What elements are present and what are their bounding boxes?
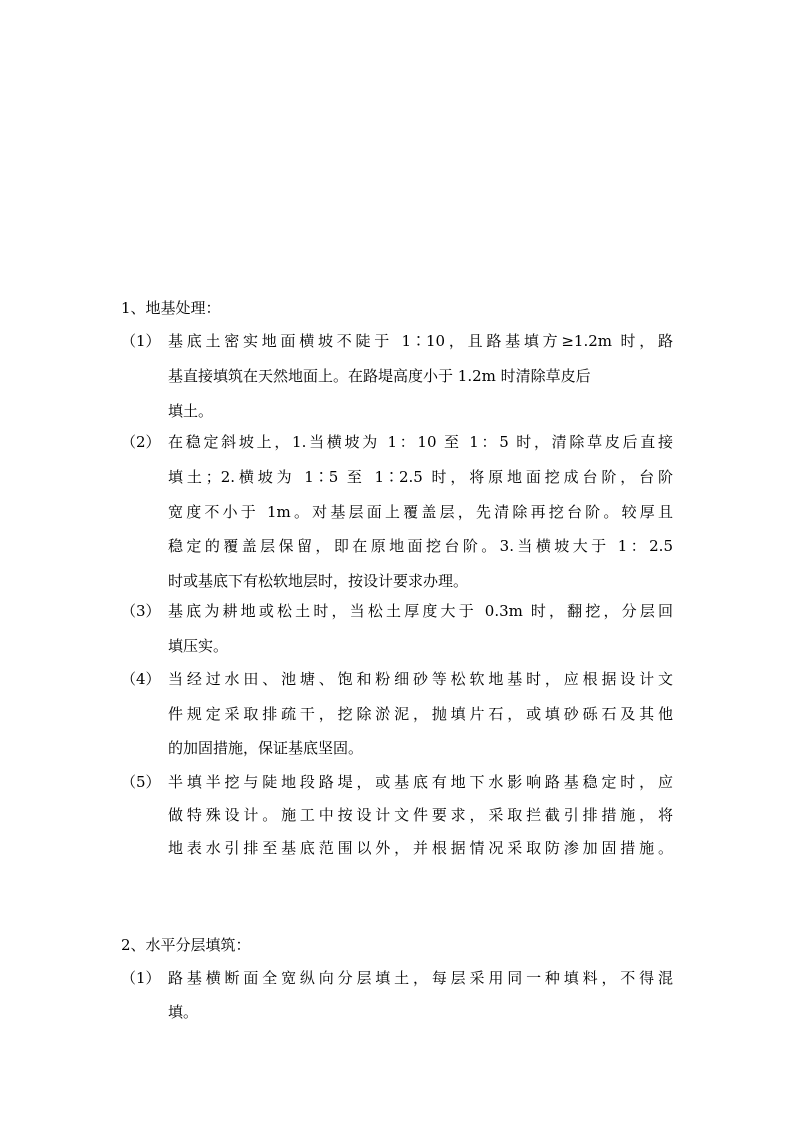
paragraph-line: 的加固措施，保证基底坚固。 [168, 739, 364, 757]
paragraph-line: 填土；2.横坡为 1∶5 至 1∶2.5 时，将原地面挖成台阶，台阶 [168, 468, 673, 486]
paragraph-line: 稳定的覆盖层保留，即在原地面挖台阶。3.当横坡大于 1：2.5 [168, 537, 673, 555]
paragraph-line: 填。 [168, 1003, 199, 1021]
paragraph-line: 做特殊设计。施工中按设计文件要求，采取拦截引排措施，将 [168, 806, 673, 824]
paragraph-line: 填压实。 [168, 637, 229, 655]
paragraph-line: 宽度不小于 1m。对基层面上覆盖层，先清除再挖台阶。较厚且 [168, 503, 673, 521]
section-1-heading: 1、地基处理： [121, 299, 221, 317]
paragraph-line: 基底土密实地面横坡不陡于 1∶10，且路基填方≥1.2m 时，路 [168, 332, 673, 350]
paragraph-line: 路基横断面全宽纵向分层填土，每层采用同一种填料，不得混 [168, 969, 673, 987]
item-number: （4） [121, 670, 161, 688]
paragraph-line: 填土。 [168, 402, 214, 420]
paragraph-line: 地表水引排至基底范围以外，并根据情况采取防渗加固措施。 [168, 839, 673, 857]
item-number: （1） [121, 969, 161, 987]
section-2-heading: 2、水平分层填筑： [121, 936, 251, 954]
item-number: （1） [121, 332, 161, 350]
paragraph-line: 时或基底下有松软地层时，按设计要求办理。 [168, 572, 469, 590]
item-number: （5） [121, 773, 161, 791]
paragraph-line: 基直接填筑在天然地面上。在路堤高度小于 1.2m 时清除草皮后 [168, 367, 591, 385]
paragraph-line: 件规定采取排疏干，挖除淤泥，抛填片石，或填砂砾石及其他 [168, 705, 673, 723]
paragraph-line: 当经过水田、池塘、饱和粉细砂等松软地基时，应根据设计文 [168, 670, 673, 688]
paragraph-line: 在稳定斜坡上，1.当横坡为 1：10 至 1：5 时，清除草皮后直接 [168, 433, 673, 451]
paragraph-line: 半填半挖与陡地段路堤，或基底有地下水影响路基稳定时，应 [168, 773, 673, 791]
paragraph-line: 基底为耕地或松土时，当松土厚度大于 0.3m 时，翻挖，分层回 [168, 602, 673, 620]
item-number: （2） [121, 433, 161, 451]
item-number: （3） [121, 602, 161, 620]
